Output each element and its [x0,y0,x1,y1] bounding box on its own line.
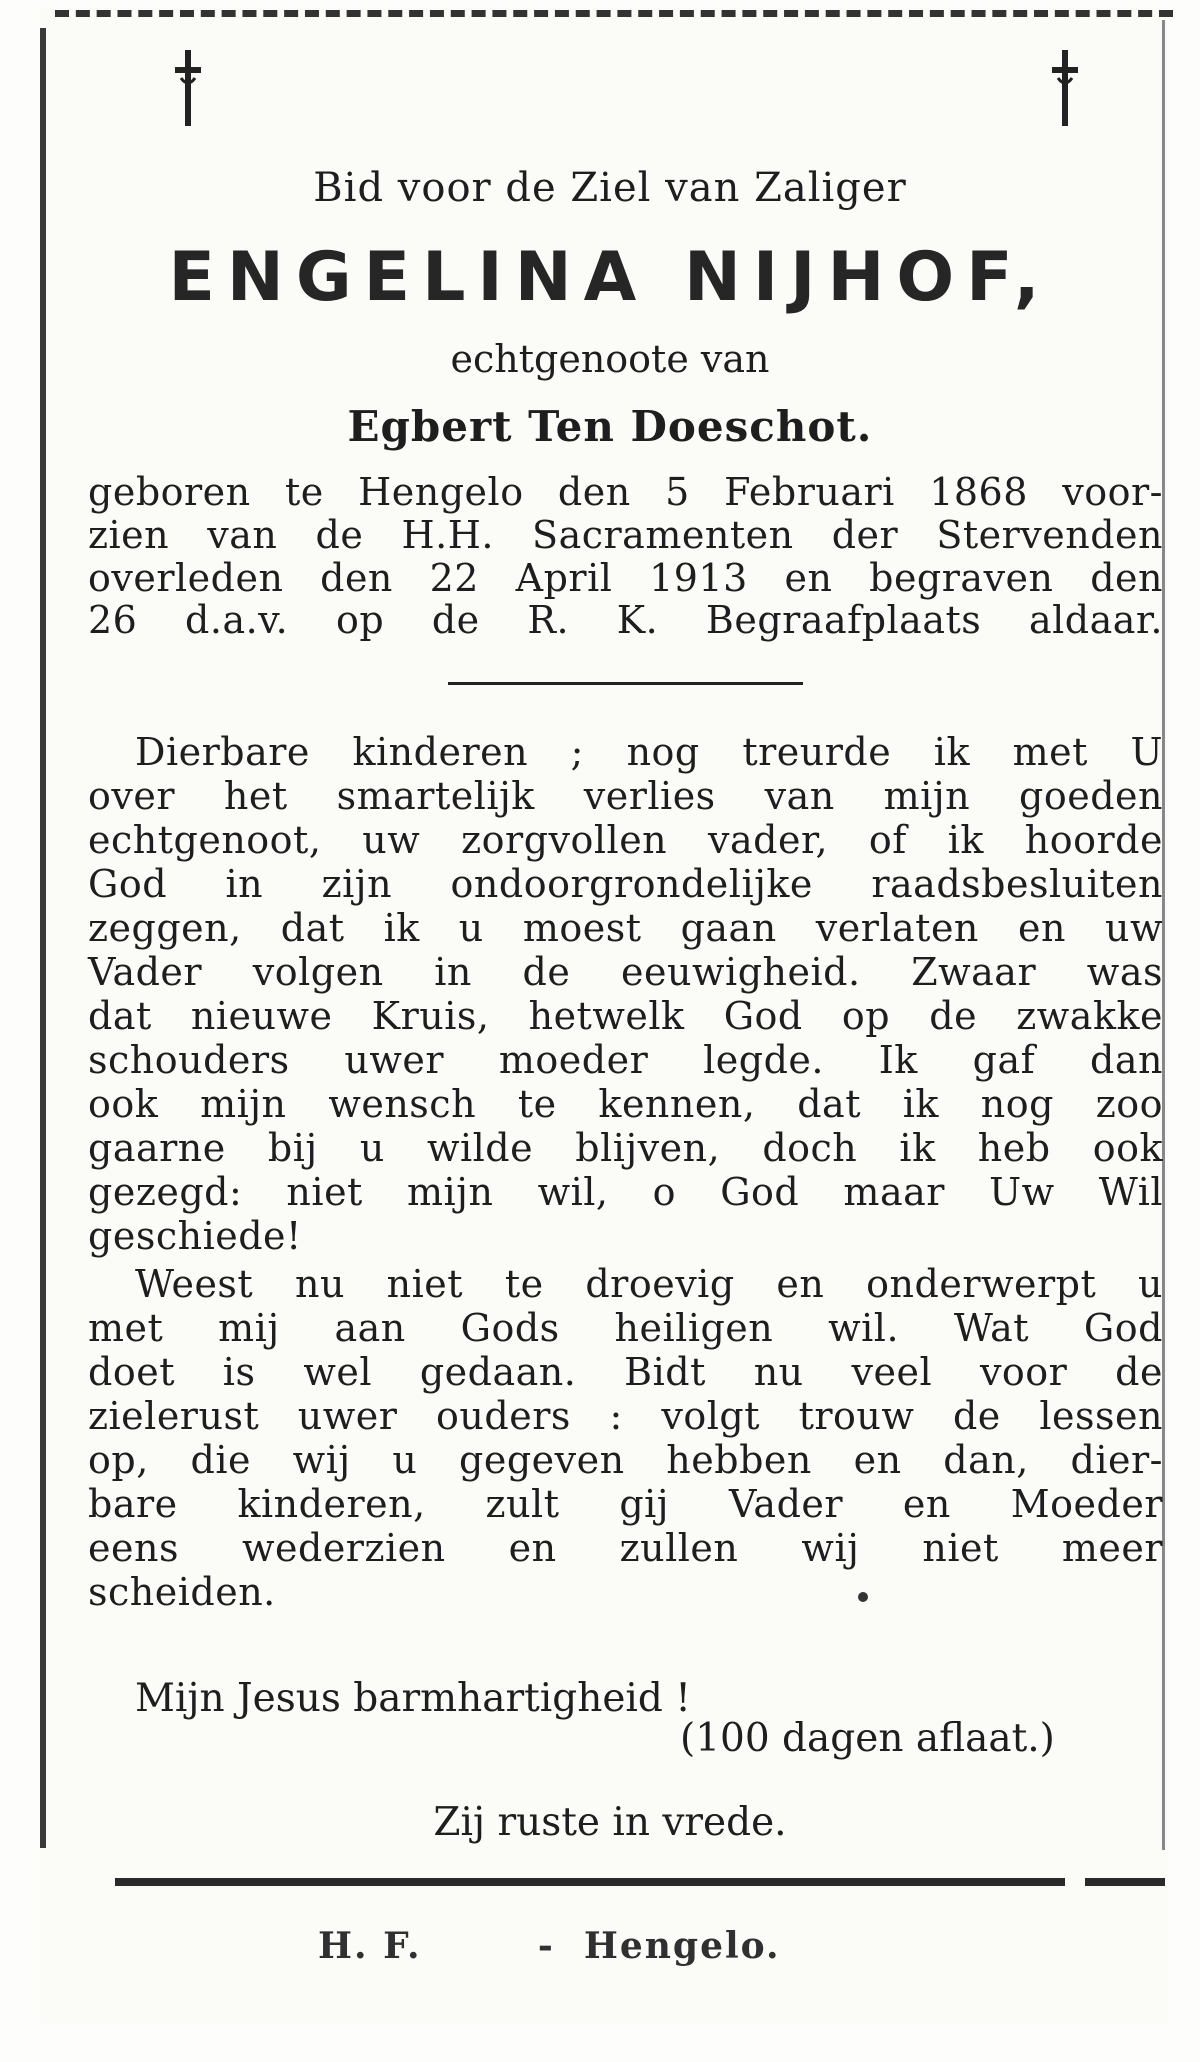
bottom-border [115,1878,1065,1886]
divider [448,682,803,685]
message-line: over het smartelijk verlies van mijn goeden [88,774,1163,818]
message-line: echtgenoot, uw zorgvollen vader, of ik hoorde [88,818,1163,862]
biography-line: geboren te Hengelo den 5 Februari 1868 voor- [88,470,1163,514]
message-line: dat nieuwe Kruis, hetwelk God op de zwakke [88,994,1163,1038]
bottom-border-end [1085,1878,1165,1886]
message-line: scheiden. [88,1570,276,1614]
message-line: schouders uwer moeder legde. Ik gaf dan [88,1038,1163,1082]
message-line: doet is wel gedaan. Bidt nu veel voor de [88,1350,1163,1394]
message-line: geschiede! [88,1214,302,1258]
ink-dot [858,1592,868,1602]
invocation: Bid voor de Ziel van Zaliger [313,165,907,211]
message-line: Dierbare kinderen ; nog treurde ik met U [135,730,1163,774]
biography-line: zien van de H.H. Sacramenten der Stervenden [88,513,1163,557]
message-line: gezegd: niet mijn wil, o God maar Uw Wil [88,1170,1163,1214]
closing-prayer: Mijn Jesus barmhartigheid ! [135,1676,691,1721]
message-line: Vader volgen in de eeuwigheid. Zwaar was [88,950,1163,994]
top-border [55,10,1173,17]
deceased-name: ENGELINA NIJHOF, [168,238,1052,317]
biography-line: overleden den 22 April 1913 en begraven den [88,556,1163,600]
message-line: ook mijn wensch te kennen, dat ik nog zoo [88,1082,1163,1126]
relation-label: echtgenoote van [450,337,770,381]
message-line: zielerust uwer ouders : volgt trouw de lessen [88,1394,1163,1438]
message-line: God in zijn ondoorgrondelijke raadsbesluiten [88,862,1163,906]
printer-imprint: H. F. - Hengelo. [318,1925,781,1967]
message-line: gaarne bij u wilde blijven, doch ik heb ook [88,1126,1163,1170]
biography-line: 26 d.a.v. op de R. K. Begraafplaats aldaar. [88,598,1163,642]
spouse-name: Egbert Ten Doeschot. [347,402,873,451]
indulgence-note: (100 dagen aflaat.) [680,1716,1055,1761]
message-line: op, die wij u gegeven hebben en dan, dier- [88,1438,1163,1482]
message-line: eens wederzien en zullen wij niet meer [88,1526,1163,1570]
message-line: Weest nu niet te droevig en onderwerpt u [135,1262,1163,1306]
cross-icon [163,48,213,128]
rest-in-peace: Zij ruste in vrede. [433,1800,787,1845]
message-line: met mij aan Gods heiligen wil. Wat God [88,1306,1163,1350]
left-border [40,28,46,1848]
cross-icon [1040,48,1090,128]
message-line: zeggen, dat ik u moest gaan verlaten en uw [88,906,1163,950]
message-line: bare kinderen, zult gij Vader en Moeder [88,1482,1163,1526]
